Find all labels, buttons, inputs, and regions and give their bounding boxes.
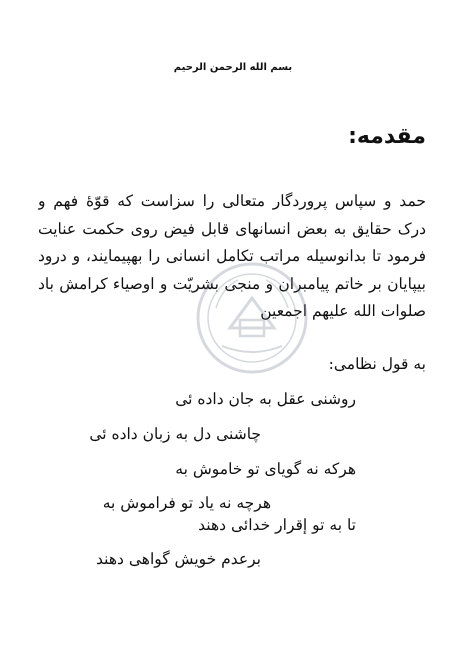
verse-line: روشنی عقل به جان داده ئی: [175, 390, 356, 408]
paragraph-line: صلوات الله علیهم اجمعین: [260, 302, 426, 320]
verse-line: هرچه نه یاد تو فراموش به: [102, 494, 271, 512]
basmala-header: بسم الله الرحمن الرحيم: [173, 62, 293, 73]
paragraph-line: درک حقایق به بعض انسانهای قابل فیض روی حکمت عنایت: [38, 219, 426, 238]
introduction-paragraph: [38, 188, 426, 326]
paragraph-line: فرمود تا بدانوسیله مراتب تکامل انسانی را بهپیمایند، و درود: [38, 247, 426, 265]
verse-line: تا به تو إقرار خدائی دهند: [198, 516, 356, 534]
paragraph-line: بیپایان بر خاتم پیامبران و منجی بشریّت و اوصیاء کرامش باد: [38, 274, 426, 293]
verse-line: برعدم خویش گواهی دهند: [96, 550, 261, 568]
verse-line: چاشنی دل به زبان داده ئی: [89, 425, 261, 443]
paragraph-line: حمد و سپاس پروردگار متعالی را سزاست که قوّهٔ فهم و: [38, 192, 426, 210]
quote-intro: به قول نظامی:: [328, 355, 426, 373]
section-heading: مقدمه:: [348, 124, 426, 149]
verse-line: هرکه نه گویای تو خاموش به: [175, 460, 356, 478]
